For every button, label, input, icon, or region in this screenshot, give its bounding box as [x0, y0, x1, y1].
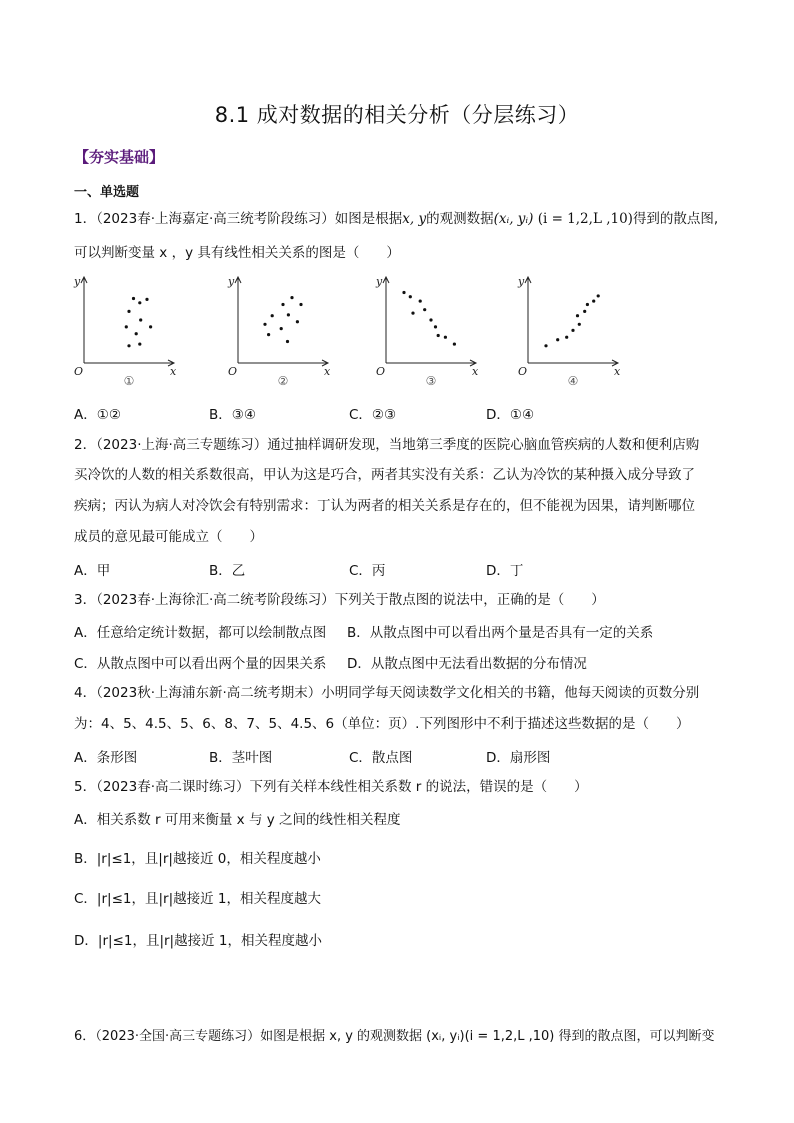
- scatter-point: [271, 314, 274, 317]
- q1-line1-post: 得到的散点图,: [632, 211, 719, 227]
- x-axis-label: x: [614, 365, 621, 378]
- scatter-point: [290, 296, 293, 299]
- y-axis-label: y: [518, 275, 525, 288]
- q3-option-c[interactable]: C．从散点图中可以看出两个量的因果关系: [74, 656, 327, 672]
- scatter-point: [125, 325, 128, 328]
- q1-index: (i = 1,2,L ,10): [537, 211, 633, 227]
- scatter-point: [571, 329, 574, 332]
- q5-line: 5．（2023春·高二课时练习）下列有关样本线性相关系数 r 的说法，错误的是（ ）: [74, 779, 588, 795]
- q2-option-d[interactable]: D．丁: [486, 563, 524, 579]
- q3-option-b[interactable]: B．从散点图中可以看出两个量是否具有一定的关系: [347, 625, 654, 641]
- scatter-point: [578, 323, 581, 326]
- y-axis-label: y: [376, 275, 383, 288]
- figure-label: ①: [123, 374, 135, 388]
- scatter-point: [127, 344, 130, 347]
- scatter-figure-1: [72, 271, 182, 389]
- scatter-point: [409, 295, 412, 298]
- scatter-point: [597, 294, 600, 297]
- origin-label: O: [376, 365, 386, 378]
- x-axis-label: x: [472, 365, 479, 378]
- figure-label: ②: [277, 374, 289, 388]
- page-title: 8.1 成对数据的相关分析（分层练习）: [214, 103, 580, 127]
- q5-option-d[interactable]: D．|r|≤1，且|r|越接近 1，相关程度越小: [74, 933, 322, 949]
- q1-option-a[interactable]: A．①②: [74, 407, 121, 423]
- scatter-point: [127, 310, 130, 313]
- y-axis-label: y: [74, 275, 81, 288]
- q6-line: 6．（2023·全国·高三专题练习）如图是根据 x, y 的观测数据 (xᵢ, yᵢ)(i = 1,2,L ,10) 得到的散点图，可以判断变: [74, 1029, 715, 1044]
- scatter-plot-4: [516, 271, 626, 389]
- scatter-point: [444, 336, 447, 339]
- x-axis-label: x: [324, 365, 331, 378]
- scatter-point: [286, 340, 289, 343]
- scatter-plot-1: [72, 271, 182, 389]
- q3-option-d[interactable]: D．从散点图中无法看出数据的分布情况: [347, 656, 587, 672]
- figure-label: ③: [425, 374, 437, 388]
- scatter-point: [576, 314, 579, 317]
- scatter-point: [145, 298, 148, 301]
- q1-pair: (xᵢ, yᵢ): [493, 211, 534, 227]
- scatter-point: [434, 325, 437, 328]
- q1-line2: 可以判断变量 x ，y 具有线性相关关系的图是（ ）: [74, 245, 400, 261]
- scatter-point: [429, 318, 432, 321]
- scatter-point: [263, 323, 266, 326]
- scatter-point: [544, 344, 547, 347]
- scatter-point: [280, 327, 283, 330]
- q5-option-c[interactable]: C．|r|≤1，且|r|越接近 1，相关程度越大: [74, 891, 322, 907]
- q2-option-c[interactable]: C．丙: [349, 563, 386, 579]
- scatter-figure-4: [516, 271, 626, 389]
- section-heading: 一、单选题: [74, 185, 140, 200]
- q5-option-a[interactable]: A．相关系数 r 可用来衡量 x 与 y 之间的线性相关程度: [74, 812, 401, 828]
- q5-option-b[interactable]: B．|r|≤1，且|r|越接近 0，相关程度越小: [74, 851, 321, 867]
- scatter-point: [556, 338, 559, 341]
- q1-option-c[interactable]: C．②③: [349, 407, 397, 423]
- q1-vars: x, y: [402, 211, 427, 227]
- q2-option-a[interactable]: A．甲: [74, 563, 111, 579]
- scatter-point: [267, 333, 270, 336]
- q4-line1: 4．（2023秋·上海浦东新·高二统考期末）小明同学每天阅读数学文化相关的书籍，他每天阅读的页数分别: [74, 685, 700, 701]
- figure-label: ④: [567, 374, 579, 388]
- scatter-figure-3: [374, 271, 484, 389]
- q2-line4: 成员的意见最可能成立（ ）: [74, 529, 263, 545]
- origin-label: O: [518, 365, 528, 378]
- q2-line2: 买冷饮的人数的相关系数很高，甲认为这是巧合，两者其实没有关系：乙认为冷饮的某种摄入成分导致了: [74, 467, 695, 483]
- scatter-plot-2: [226, 271, 336, 389]
- scatter-figure-2: [226, 271, 336, 389]
- scatter-point: [419, 299, 422, 302]
- scatter-point: [592, 299, 595, 302]
- q3-option-a[interactable]: A．任意给定统计数据，都可以绘制散点图: [74, 625, 327, 641]
- q2-option-b[interactable]: B．乙: [209, 563, 246, 579]
- q4-option-a[interactable]: A．条形图: [74, 750, 138, 766]
- origin-label: O: [74, 365, 84, 378]
- q3-line: 3．（2023春·上海徐汇·高二统考阶段练习）下列关于散点图的说法中，正确的是（ ）: [74, 592, 605, 608]
- q1-line1-mid: 的观测数据: [426, 211, 494, 227]
- scatter-point: [583, 310, 586, 313]
- scatter-point: [299, 303, 302, 306]
- scatter-point: [138, 342, 141, 345]
- scatter-point: [135, 332, 138, 335]
- scatter-point: [139, 318, 142, 321]
- scatter-point: [453, 342, 456, 345]
- scatter-plot-3: [374, 271, 484, 389]
- scatter-point: [411, 312, 414, 315]
- q1-line1-pre: 1．（2023春·上海嘉定·高三统考阶段练习）如图是根据: [74, 211, 403, 227]
- q4-line2: 为：4、5、4.5、5、6、8、7、5、4.5、6（单位：页）.下列图形中不利于描述这些数据的是（ ）: [74, 716, 690, 732]
- q2-line3: 疾病；丙认为病人对冷饮会有特别需求：丁认为两者的相关关系是存在的，但不能视为因果，请判断哪位: [74, 498, 695, 514]
- q1-line1: [74, 209, 718, 229]
- q4-option-d[interactable]: D．扇形图: [486, 750, 551, 766]
- scatter-point: [402, 291, 405, 294]
- scatter-point: [423, 308, 426, 311]
- scatter-point: [287, 313, 290, 316]
- scatter-point: [132, 297, 135, 300]
- origin-label: O: [228, 365, 238, 378]
- scatter-point: [565, 336, 568, 339]
- q4-option-c[interactable]: C．散点图: [349, 750, 413, 766]
- q1-option-d[interactable]: D．①④: [486, 407, 535, 423]
- y-axis-label: y: [228, 275, 235, 288]
- scatter-point: [437, 334, 440, 337]
- section-tag: 【夯实基础】: [74, 148, 165, 166]
- x-axis-label: x: [170, 365, 177, 378]
- scatter-point: [138, 301, 141, 304]
- scatter-point: [149, 325, 152, 328]
- scatter-point: [281, 303, 284, 306]
- scatter-point: [296, 320, 299, 323]
- q1-option-b[interactable]: B．③④: [209, 407, 256, 423]
- scatter-point: [586, 303, 589, 306]
- q2-line1: 2．（2023·上海·高三专题练习）通过抽样调研发现，当地第三季度的医院心脑血管疾病的人数和便利店购: [74, 437, 700, 453]
- q4-option-b[interactable]: B．茎叶图: [209, 750, 273, 766]
